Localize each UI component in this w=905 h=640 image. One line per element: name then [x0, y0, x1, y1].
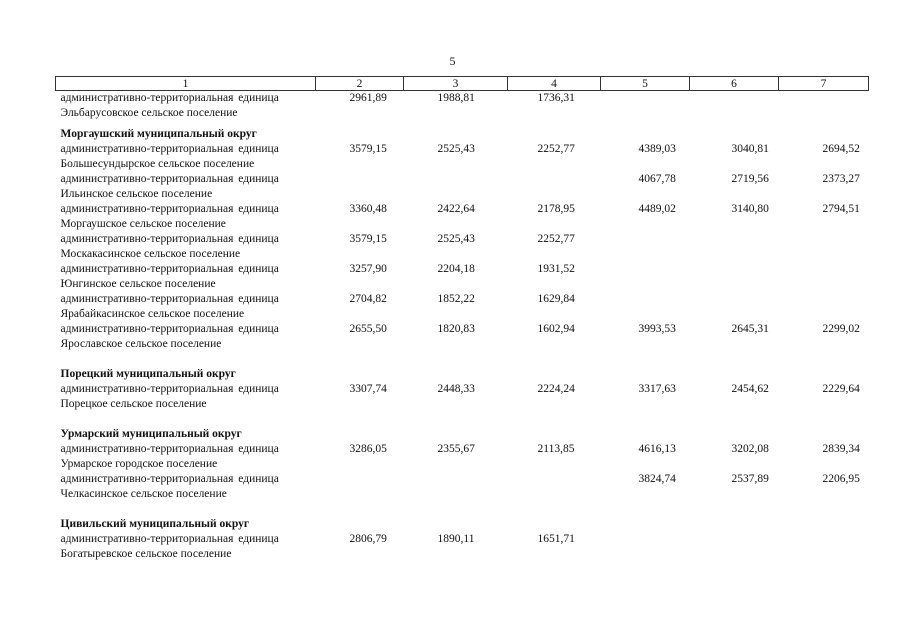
unit-type-label: административно-территориальная единица [60, 203, 279, 215]
value-cell-col-2: 2806,79 [349, 533, 387, 545]
table-header [56, 77, 869, 91]
value-cell-col-2: 2655,50 [349, 323, 387, 335]
district-heading-row [56, 121, 869, 142]
value-cell-col-6: 3202,08 [731, 443, 769, 455]
value-cell-col-4: 2252,77 [537, 233, 575, 245]
value-cell-col-7 [779, 91, 869, 122]
district-name: Цивильский муниципальный округ [60, 518, 250, 530]
value-cell-col-7: 2373,27 [822, 173, 860, 185]
table-row [56, 91, 869, 122]
unit-type-label: административно-территориальная единица [60, 323, 279, 335]
settlement-name: Ярабайкасинское сельское поселение [60, 308, 245, 320]
value-cell-col-2: 3307,74 [349, 383, 387, 395]
spacer-cell [56, 412, 869, 421]
spacer-row [56, 502, 869, 511]
district-name: Моргаушский муниципальный округ [60, 128, 257, 140]
table-row [56, 442, 869, 472]
value-cell-col-7: 2694,52 [822, 143, 860, 155]
value-cell-col-5: 4489,02 [638, 203, 676, 215]
unit-name-cell [56, 532, 316, 562]
column-header-2: 2 [316, 77, 404, 91]
value-cell-col-7 [779, 232, 869, 262]
table-row [56, 322, 869, 352]
value-cell-col-2: 3579,15 [349, 233, 387, 245]
settlement-name: Юнгинское сельское поселение [60, 278, 216, 290]
value-cell-col-2: 3579,15 [349, 143, 387, 155]
value-cell-col-3: 2525,43 [437, 233, 475, 245]
value-cell-col-6 [690, 292, 779, 322]
value-cell-col-5 [601, 532, 690, 562]
value-cell-col-2 [316, 472, 404, 502]
value-cell-col-3: 1890,11 [437, 533, 475, 545]
value-cell-col-5: 3824,74 [638, 473, 676, 485]
tariff-table [55, 76, 869, 562]
settlement-name: Ильинское сельское поселение [60, 188, 213, 200]
table-row [56, 142, 869, 172]
unit-name-cell [56, 172, 316, 202]
column-header-6: 6 [690, 77, 779, 91]
unit-type-label: административно-территориальная единица [60, 233, 279, 245]
value-cell-col-7 [779, 292, 869, 322]
settlement-name: Большесундырское сельское поселение [60, 158, 255, 170]
header-row [56, 77, 869, 91]
page-number: 5 [449, 54, 456, 68]
spacer-row [56, 352, 869, 361]
district-heading-row [56, 421, 869, 442]
value-cell-col-4: 2178,95 [537, 203, 575, 215]
unit-name-cell [56, 442, 316, 472]
column-header-1: 1 [56, 77, 316, 91]
value-cell-col-5 [601, 262, 690, 292]
value-cell-col-6 [690, 91, 779, 122]
value-cell-col-3 [404, 172, 508, 202]
district-heading-row [56, 511, 869, 532]
value-cell-col-7 [779, 262, 869, 292]
value-cell-col-6: 2454,62 [731, 383, 769, 395]
value-cell-col-5 [601, 292, 690, 322]
value-cell-col-2 [316, 172, 404, 202]
value-cell-col-4: 2113,85 [537, 443, 575, 455]
value-cell-col-4: 2224,24 [537, 383, 575, 395]
value-cell-col-4: 1602,94 [537, 323, 575, 335]
value-cell-col-6: 2537,89 [731, 473, 769, 485]
table-row [56, 232, 869, 262]
table-row [56, 262, 869, 292]
unit-type-label: административно-территориальная единица [60, 443, 279, 455]
value-cell-col-5 [601, 232, 690, 262]
value-cell-col-2: 3286,05 [349, 443, 387, 455]
value-cell-col-4: 1651,71 [537, 533, 575, 545]
value-cell-col-3: 2204,18 [437, 263, 475, 275]
district-name: Урмарский муниципальный округ [60, 428, 242, 440]
unit-name-cell [56, 142, 316, 172]
value-cell-col-5: 4067,78 [638, 173, 676, 185]
value-cell-col-5: 3317,63 [638, 383, 676, 395]
settlement-name: Моргаушское сельское поселение [60, 218, 226, 230]
value-cell-col-5: 3993,53 [638, 323, 676, 335]
value-cell-col-6: 2719,56 [731, 173, 769, 185]
table-row [56, 532, 869, 562]
unit-name-cell [56, 91, 316, 122]
value-cell-col-6 [690, 232, 779, 262]
value-cell-col-7: 2299,02 [822, 323, 860, 335]
table-row [56, 172, 869, 202]
value-cell-col-3: 2422,64 [437, 203, 475, 215]
value-cell-col-6: 2645,31 [731, 323, 769, 335]
district-heading-row [56, 361, 869, 382]
value-cell-col-5: 4616,13 [638, 443, 676, 455]
table-row [56, 382, 869, 412]
value-cell-col-3: 2525,43 [437, 143, 475, 155]
value-cell-col-5: 4389,03 [638, 143, 676, 155]
column-header-4: 4 [508, 77, 601, 91]
table-body [56, 91, 869, 563]
settlement-name: Порецкое сельское поселение [60, 398, 207, 410]
value-cell-col-4: 1931,52 [537, 263, 575, 275]
value-cell-col-6: 3040,81 [731, 143, 769, 155]
value-cell-col-2: 3257,90 [349, 263, 387, 275]
value-cell-col-2: 3360,48 [349, 203, 387, 215]
value-cell-col-4: 2252,77 [537, 143, 575, 155]
table-row [56, 202, 869, 232]
value-cell-col-3: 2355,67 [437, 443, 475, 455]
table-row [56, 292, 869, 322]
unit-name-cell [56, 472, 316, 502]
unit-name-cell [56, 292, 316, 322]
settlement-name: Москакасинское сельское поселение [60, 248, 241, 260]
value-cell-col-5 [601, 91, 690, 122]
spacer-cell [56, 352, 869, 361]
unit-type-label: административно-территориальная единица [60, 173, 279, 185]
spacer-cell [56, 502, 869, 511]
value-cell-col-3 [404, 472, 508, 502]
unit-name-cell [56, 322, 316, 352]
table-row [56, 472, 869, 502]
value-cell-col-7 [779, 532, 869, 562]
column-header-3: 3 [404, 77, 508, 91]
value-cell-col-4: 1736,31 [537, 92, 575, 104]
unit-type-label: административно-территориальная единица [60, 92, 279, 104]
unit-type-label: административно-территориальная единица [60, 533, 279, 545]
unit-type-label: административно-территориальная единица [60, 473, 279, 485]
settlement-name: Эльбарусовское сельское поселение [60, 107, 238, 119]
unit-type-label: административно-территориальная единица [60, 263, 279, 275]
value-cell-col-3: 1852,22 [437, 293, 475, 305]
unit-name-cell [56, 232, 316, 262]
value-cell-col-2: 2961,89 [349, 92, 387, 104]
column-header-5: 5 [601, 77, 690, 91]
value-cell-col-4 [508, 472, 601, 502]
value-cell-col-7: 2229,64 [822, 383, 860, 395]
settlement-name: Урмарское городское поселение [60, 458, 218, 470]
settlement-name: Челкасинское сельское поселение [60, 488, 227, 500]
unit-name-cell [56, 382, 316, 412]
value-cell-col-4 [508, 172, 601, 202]
value-cell-col-3: 1988,81 [437, 92, 475, 104]
value-cell-col-7: 2839,34 [822, 443, 860, 455]
settlement-name: Богатыревское сельское поселение [60, 548, 232, 560]
unit-type-label: административно-территориальная единица [60, 293, 279, 305]
value-cell-col-2: 2704,82 [349, 293, 387, 305]
value-cell-col-3: 1820,83 [437, 323, 475, 335]
district-name: Порецкий муниципальный округ [60, 368, 236, 380]
unit-name-cell [56, 262, 316, 292]
value-cell-col-7: 2206,95 [822, 473, 860, 485]
value-cell-col-6 [690, 262, 779, 292]
unit-type-label: административно-территориальная единица [60, 143, 279, 155]
column-header-7: 7 [779, 77, 869, 91]
spacer-row [56, 412, 869, 421]
settlement-name: Ярославское сельское поселение [60, 338, 222, 350]
value-cell-col-4: 1629,84 [537, 293, 575, 305]
value-cell-col-6: 3140,80 [731, 203, 769, 215]
value-cell-col-6 [690, 532, 779, 562]
value-cell-col-3: 2448,33 [437, 383, 475, 395]
value-cell-col-7: 2794,51 [822, 203, 860, 215]
unit-name-cell [56, 202, 316, 232]
unit-type-label: административно-территориальная единица [60, 383, 279, 395]
